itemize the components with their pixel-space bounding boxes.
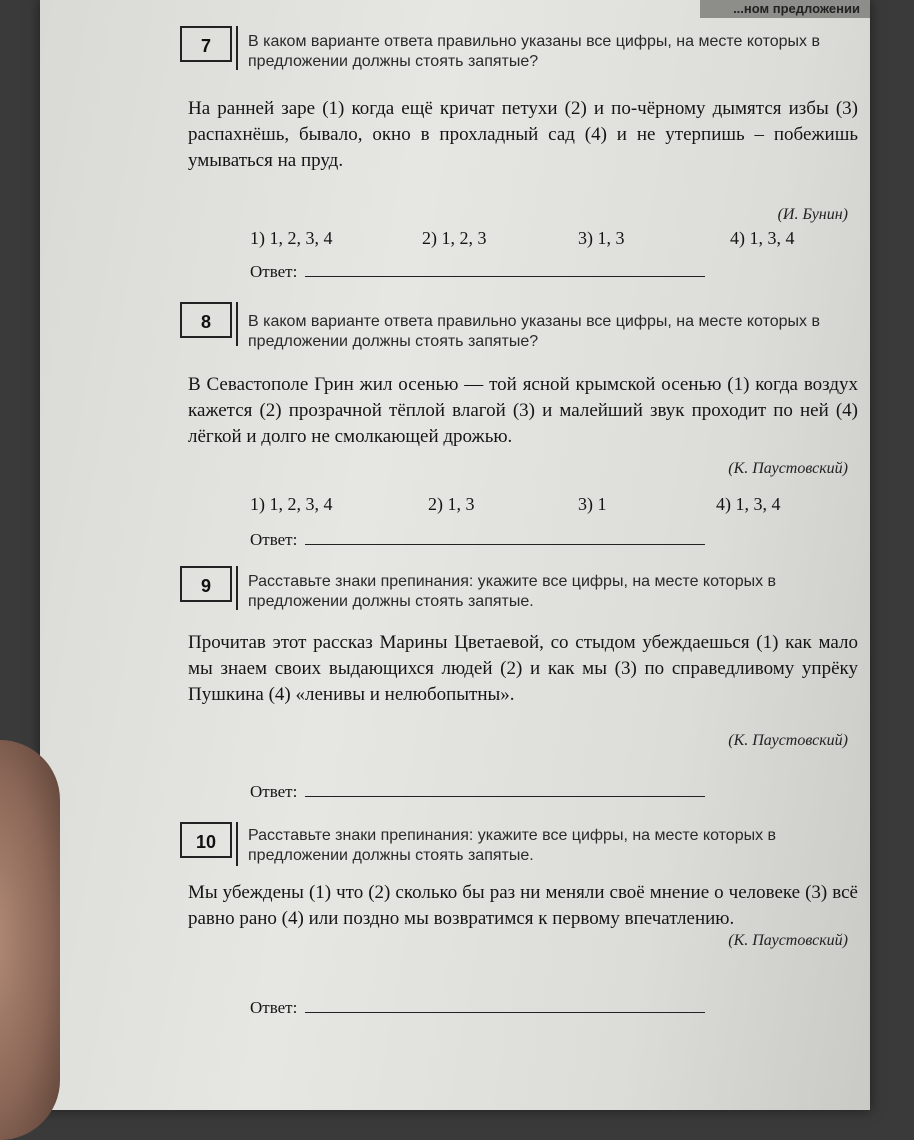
task-number: 7 [180, 26, 232, 62]
task-question: Расставьте знаки препинания: укажите все цифры, на месте которых в предложении должны стоять запятые. [248, 573, 777, 610]
task-number: 10 [180, 822, 232, 858]
task-author: (И. Бунин) [777, 206, 848, 223]
answer-row [250, 262, 705, 282]
answer-label: Ответ: [250, 262, 298, 281]
answer-field[interactable] [305, 998, 705, 1013]
option-2[interactable]: 2) 1, 3 [428, 494, 475, 514]
answer-row [250, 998, 705, 1018]
answer-row [250, 530, 705, 550]
task-question: В каком варианте ответа правильно указаны все цифры, на месте которых в предложении должны стоять запятые? [248, 313, 820, 350]
option-2[interactable]: 2) 1, 2, 3 [422, 228, 487, 248]
answer-label: Ответ: [250, 530, 298, 549]
thumb-image [0, 740, 60, 1140]
task-sentence: На ранней заре (1) когда ещё кричат петухи (2) и по-чёрному дымятся избы (3) распахнёшь, бывало, окно в прохладный сад (4) и не утерпишь – побежишь умываться на пруд. [188, 98, 858, 171]
task-author: (К. Паустовский) [728, 732, 848, 749]
option-1[interactable]: 1) 1, 2, 3, 4 [250, 228, 333, 248]
task-author: (К. Паустовский) [728, 460, 848, 477]
task-number: 8 [180, 302, 232, 338]
worksheet-page [40, 0, 870, 1110]
answer-field[interactable] [305, 530, 705, 545]
option-3[interactable]: 3) 1 [578, 494, 607, 514]
task-sentence: Прочитав этот рассказ Марины Цветаевой, со стыдом убеждаешься (1) как мало мы знаем своих выдающихся людей (2) и как мы (3) по справедливому упрёку Пушкина (4) «ленивы и нелюбопытны». [188, 632, 858, 705]
task-author: (К. Паустовский) [728, 932, 848, 949]
task-number: 9 [180, 566, 232, 602]
answer-label: Ответ: [250, 998, 298, 1017]
option-3[interactable]: 3) 1, 3 [578, 228, 625, 248]
option-4[interactable]: 4) 1, 3, 4 [730, 228, 795, 248]
answer-field[interactable] [305, 262, 705, 277]
task-question: В каком варианте ответа правильно указаны все цифры, на месте которых в предложении должны стоять запятые? [248, 33, 820, 70]
task-sentence: Мы убеждены (1) что (2) сколько бы раз ни меняли своё мнение о человеке (3) всё равно рано (4) или поздно мы возвратимся к первому впечатлению. [188, 882, 858, 929]
task-question: Расставьте знаки препинания: укажите все цифры, на месте которых в предложении должны стоять запятые. [248, 827, 777, 864]
answer-row [250, 782, 705, 802]
option-1[interactable]: 1) 1, 2, 3, 4 [250, 494, 333, 514]
option-4[interactable]: 4) 1, 3, 4 [716, 494, 781, 514]
answer-label: Ответ: [250, 782, 298, 801]
task-sentence: В Севастополе Грин жил осенью — той ясной крымской осенью (1) когда воздух кажется (2) прозрачной тёплой влагой (3) и малейший звук проходит по ней (4) лёгкой и долго не смолкающей дрожью. [188, 374, 858, 447]
section-header: ...ном предложении [700, 0, 870, 18]
answer-field[interactable] [305, 782, 705, 797]
